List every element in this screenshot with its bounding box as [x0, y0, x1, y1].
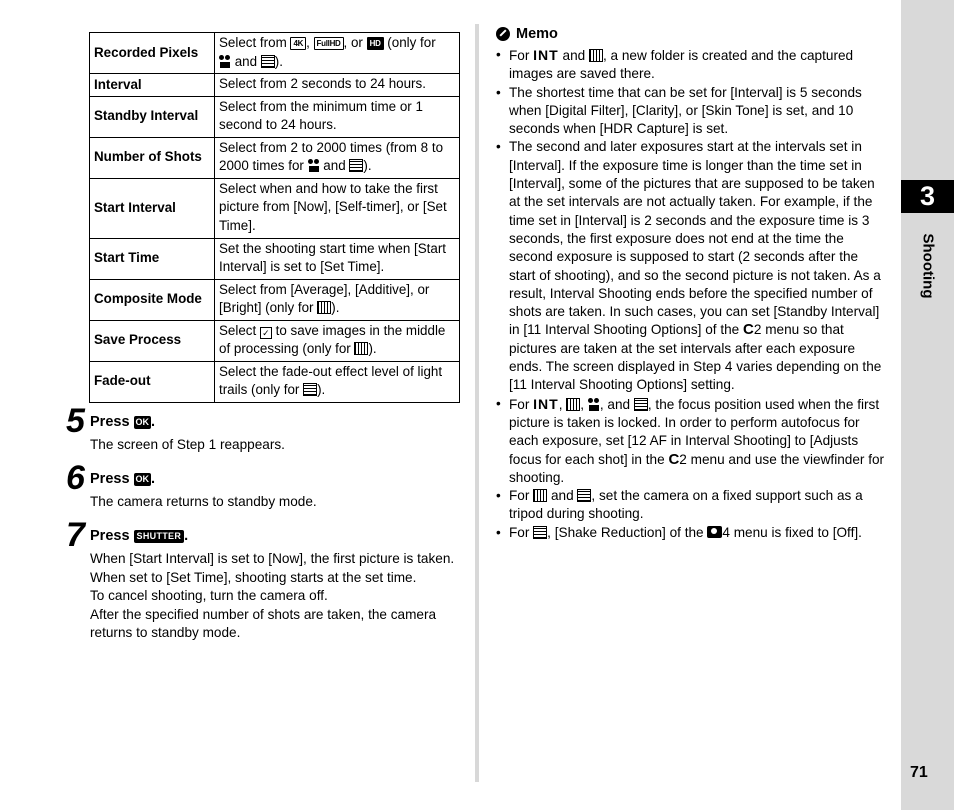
movie-interval-icon: [308, 159, 320, 172]
step-text: After the specified number of shots are taken, the camera returns to standby mode.: [90, 606, 437, 640]
step-text: The camera returns to standby mode.: [90, 494, 317, 509]
table-row: [90, 320, 460, 361]
chapter-label: Shooting: [919, 233, 937, 299]
table-row: [90, 137, 460, 178]
interval-settings-table: [89, 32, 460, 403]
star-stream-icon: [261, 55, 275, 68]
star-stream-icon: [533, 526, 547, 539]
setting-description: Select from [Average], [Additive], or [Bright] (only for ).: [215, 279, 460, 320]
star-stream-icon: [349, 159, 363, 172]
table-row: [90, 178, 460, 238]
table-row: [90, 96, 460, 137]
step-title: Press OK .: [90, 471, 156, 487]
custom-menu-icon: C: [668, 450, 680, 468]
step-title: Press OK .: [90, 414, 156, 430]
setting-description: Select from 4K , FullHD , or HD (only for and ).: [215, 33, 460, 74]
4k-icon: 4K: [290, 37, 306, 50]
setting-name: Standby Interval: [90, 96, 215, 137]
interval-composite-icon: [589, 49, 603, 62]
checkbox-icon: ✓: [260, 327, 272, 339]
memo-section: [496, 24, 888, 542]
movie-interval-icon: [219, 55, 231, 68]
table-row: [90, 238, 460, 279]
full-hd-icon: FullHD: [314, 37, 344, 50]
list-item: • For , [Shake Reduction] of the 4 menu is fixed to [Off].: [496, 524, 888, 542]
int-icon: INT: [533, 47, 559, 63]
setting-description: Select from 2 seconds to 24 hours.: [215, 74, 460, 97]
shutter-button-icon: SHUTTER: [134, 530, 185, 543]
ok-button-icon: OK: [135, 474, 150, 484]
star-stream-icon: [634, 398, 648, 411]
step-text: The screen of Step 1 reappears.: [90, 437, 285, 452]
setting-description: Select the fade-out effect level of light trails (only for ).: [215, 361, 460, 402]
setting-name: Recorded Pixels: [90, 33, 215, 74]
interval-composite-icon: [566, 398, 580, 411]
list-item: • For and , set the camera on a fixed support such as a tripod during shooting.: [496, 487, 888, 524]
camera-icon: [707, 526, 722, 538]
interval-composite-icon: [317, 301, 331, 314]
list-item: • For INT and , a new folder is created and the captured images are saved there.: [496, 46, 888, 84]
interval-composite-icon: [354, 342, 368, 355]
table-row: [90, 279, 460, 320]
table-row: [90, 74, 460, 97]
step-text: To cancel shooting, turn the camera off.: [90, 588, 328, 603]
setting-description: Select ✓ to save images in the middle of processing (only for ).: [215, 320, 460, 361]
int-icon: INT: [533, 395, 559, 412]
step-title: Press SHUTTER .: [90, 528, 189, 544]
step-number: 7: [66, 516, 85, 554]
step-body: [90, 493, 460, 512]
step-body: [90, 436, 460, 455]
chapter-side-strip: [901, 0, 954, 810]
table-row: [90, 33, 460, 74]
star-stream-icon: [577, 489, 591, 502]
setting-description: Select when and how to take the first picture from [Now], [Self-timer], or [Set Time].: [215, 178, 460, 238]
list-item: • The shortest time that can be set for [Interval] is 5 seconds when [Digital Filter], [Clarity], or [Skin Tone] is set, and 10 seconds when [HDR Capture] is set.: [496, 84, 888, 139]
memo-list: [496, 46, 888, 542]
step-body: [90, 550, 460, 643]
list-item: • For INT, , , and , the focus position used when the first picture is taken is locked. In order to perform autofocus for each exposure, set [12 AF in Interval Shooting] to [Adjusts focus for each shot] in the C2 menu and use the viewfinder for shooting.: [496, 395, 888, 487]
setting-name: Start Time: [90, 238, 215, 279]
custom-menu-icon: C: [743, 321, 754, 339]
step-number: 6: [66, 459, 85, 497]
setting-name: Composite Mode: [90, 279, 215, 320]
memo-pencil-icon: [496, 27, 510, 41]
column-divider: [475, 24, 479, 782]
setting-name: Save Process: [90, 320, 215, 361]
star-stream-icon: [303, 383, 317, 396]
hd-icon: HD: [367, 37, 384, 50]
page-number: 71: [910, 764, 928, 781]
setting-description: Select from 2 to 2000 times (from 8 to 2000 times for and ).: [215, 137, 460, 178]
setting-name: Start Interval: [90, 178, 215, 238]
setting-name: Interval: [90, 74, 215, 97]
step-number: 5: [66, 402, 85, 440]
step-text: When [Start Interval] is set to [Now], the first picture is taken. When set to [Set Time], shooting starts at the set time.: [90, 551, 455, 585]
interval-composite-icon: [533, 489, 547, 502]
setting-name: Fade-out: [90, 361, 215, 402]
chapter-number: 3: [901, 180, 954, 213]
list-item: • The second and later exposures start at the intervals set in [Interval]. If the exposure time is longer than the time set in [Interval], some of the pictures that are supposed to be taken at the set intervals are not actually taken. For example, if the time set in [Interval] is 2 seconds and the exposure time is 3 seconds, the first exposure does not end at the time the second exposure is supposed to start (2 seconds after the start of shooting), and so the second picture is not taken. As a result, Interval Shooting ends before the specified number of shots are taken. In such cases, you can set [Standby Interval] in [11 Interval Shooting Options] of the C2 menu so that pictures are taken at the set intervals after each exposure ends. The screen displayed in Step 4 varies depending on the [11 Interval Shooting Options] setting.: [496, 138, 888, 394]
setting-name: Number of Shots: [90, 137, 215, 178]
table-row: [90, 361, 460, 402]
ok-button-icon: OK: [135, 417, 150, 427]
movie-interval-icon: [588, 398, 600, 411]
setting-description: Select from the minimum time or 1 second to 24 hours.: [215, 96, 460, 137]
setting-description: Set the shooting start time when [Start Interval] is set to [Set Time].: [215, 238, 460, 279]
memo-heading: Memo: [496, 24, 888, 44]
